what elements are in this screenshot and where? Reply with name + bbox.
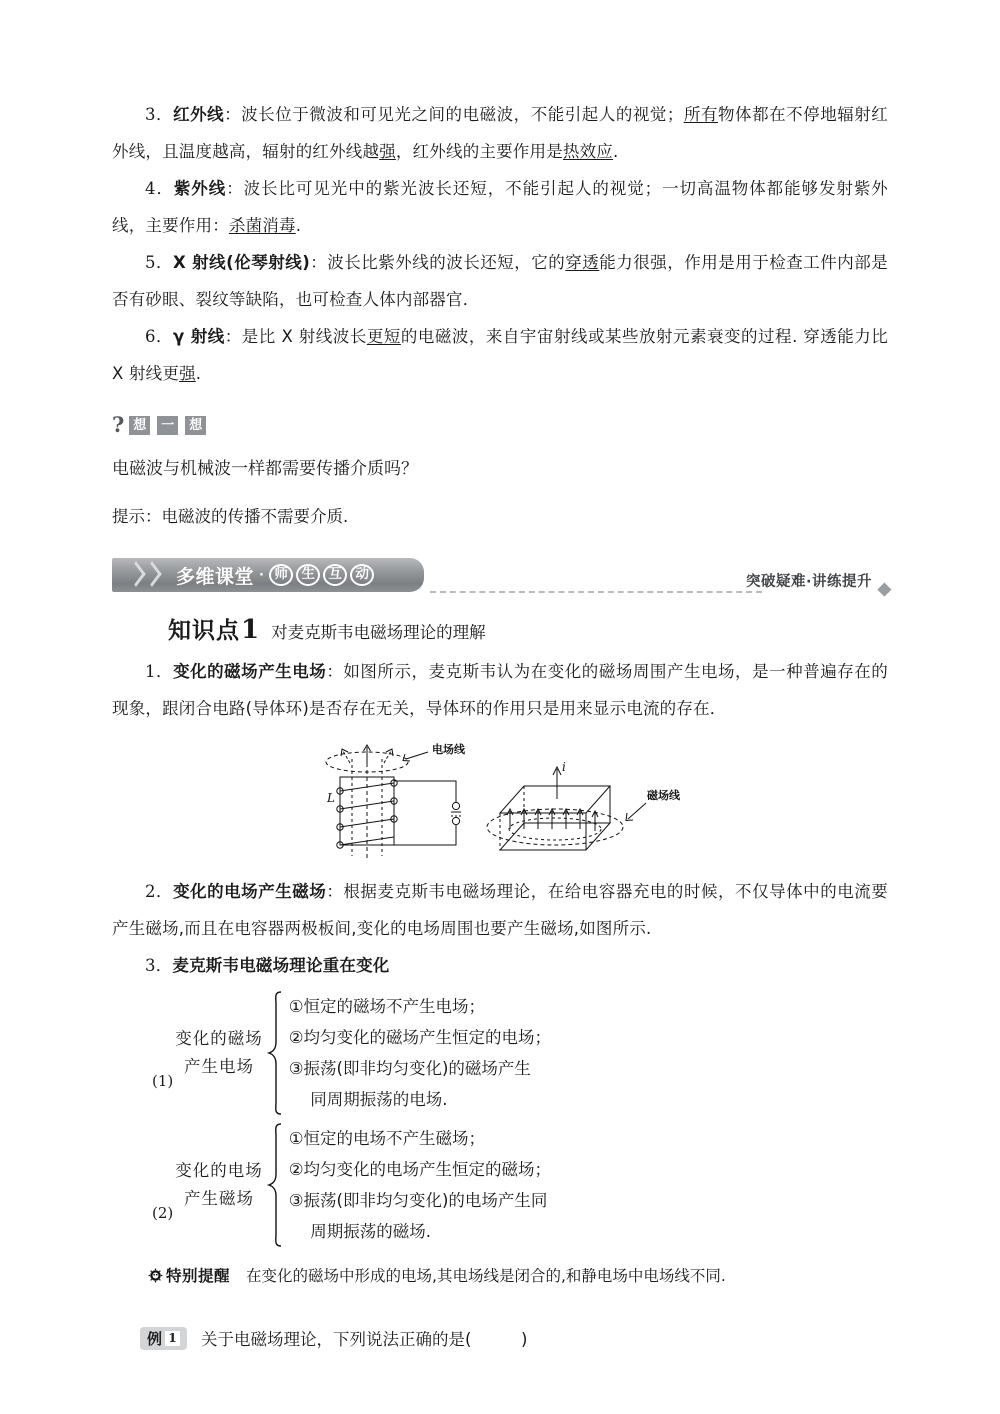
item-body-1: ：是比 X 射线波长	[224, 327, 367, 346]
diamond-icon	[877, 583, 891, 597]
paragraph-point-1: 1．变化的磁场产生电场：如图所示，麦克斯韦认为在变化的磁场周围产生电场，是一种普遍存在的现象，跟闭合电路(导体环)是否存在无关，导体环的作用只是用来显示电流的存在．	[112, 662, 888, 718]
brace-index: (2)	[152, 1204, 174, 1222]
brace-item: ②均匀变化的磁场产生恒定的电场；	[288, 1028, 552, 1047]
brace-item: ②均匀变化的电场产生恒定的磁场；	[288, 1160, 552, 1179]
think-box-3: 想	[185, 416, 206, 435]
banner-pill-3: 互	[323, 564, 347, 586]
point-title: 变化的磁场产生电场	[173, 662, 327, 681]
brace-label	[175, 1025, 263, 1081]
point-number: 3	[145, 956, 156, 975]
think-block	[112, 412, 888, 532]
item-underline-1: 杀菌消毒	[228, 216, 296, 235]
point-body: ：根据麦克斯韦电磁场理论，在给电容器充电的时候，不仅导体中的电流要产生磁场,而且在电容器两极板间,变化的电场周围也要产生磁场,如图所示.	[112, 882, 888, 938]
point-number: 2	[145, 882, 156, 901]
paragraph-ultraviolet: 4．紫外线：波长比可见光中的紫光波长还短，不能引起人的视觉；一切高温物体都能够发射紫外线，主要作用：杀菌消毒.	[112, 179, 888, 235]
double-chevron-icon	[122, 564, 168, 586]
brace-index: (1)	[152, 1072, 174, 1090]
brace-label-line-2: 产生磁场	[184, 1189, 254, 1208]
think-question: 电磁波与机械波一样都需要传播介质吗？	[112, 459, 418, 479]
figure-svg	[310, 741, 690, 863]
paragraph-infrared: 3．红外线：波长位于微波和可见光之间的电磁波，不能引起人的视觉；所有物体都在不停地辐射红外线，且温度越高，辐射的红外线越强，红外线的主要作用是热效应.	[112, 105, 888, 161]
brace-label-line-2: 产生电场	[184, 1057, 254, 1076]
brace-label	[175, 1157, 263, 1213]
brace-item: ①恒定的磁场不产生电场；	[288, 997, 486, 1016]
question-mark-icon: ?	[112, 411, 125, 437]
knowledge-point-label: 知识点	[168, 618, 240, 644]
banner-pill-4: 动	[350, 564, 374, 586]
knowledge-point-title: 对麦克斯韦电磁场理论的理解	[271, 623, 486, 642]
figure-label-i: i	[562, 760, 566, 774]
item-body-3: .	[195, 364, 202, 383]
point-title: 麦克斯韦电磁场理论重在变化	[172, 956, 390, 975]
think-header	[112, 412, 888, 438]
knowledge-point-header	[112, 612, 888, 645]
item-underline-2: 强	[179, 364, 196, 383]
example-badge-label: 例	[147, 1329, 163, 1348]
section-banner	[112, 558, 888, 598]
figure-label-L: L	[327, 791, 335, 805]
curly-brace-icon	[267, 1122, 283, 1248]
tip-text: 在变化的磁场中形成的电场,其电场线是闭合的,和静电场中电场线不同.	[246, 1267, 726, 1285]
brace-items	[289, 1123, 551, 1247]
figure-field-lines	[310, 741, 690, 863]
item-body-2: .	[295, 216, 302, 235]
brace-label-line-1: 变化的电场	[175, 1161, 263, 1180]
point-body: ：如图所示，麦克斯韦认为在变化的磁场周围产生电场，是一种普遍存在的现象，跟闭合电路(导体环)是否存在无关，导体环的作用只是用来显示电流的存在．	[112, 662, 888, 718]
example-text: 关于电磁场理论，下列说法正确的是( )	[201, 1330, 528, 1349]
item-body-1: ：波长比可见光中的紫光波长还短，不能引起人的视觉；一切高温物体都能够发射紫外线，主要作用：	[112, 179, 888, 235]
item-title: 红外线	[173, 105, 225, 124]
item-body-2: 物体都在不停地辐射红外线，且温度越高，辐射的红外线越	[112, 105, 888, 161]
brace-item: ③振荡(即非均匀变化)的电场产生同	[288, 1191, 548, 1210]
paragraph-xray: 5．X 射线(伦琴射线)：波长比紫外线的波长还短，它的穿透能力很强，作用是用于检查工件内部是否有砂眼、裂纹等缺陷，也可检查人体内部器官．	[112, 253, 889, 309]
paragraph-gamma: 6．γ 射线：是比 X 射线波长更短的电磁波，来自宇宙射线或某些放射元素衰变的过程. 穿透能力比 X 射线更强.	[112, 327, 888, 383]
banner-subtitle: 突破疑难·讲练提升	[745, 574, 872, 590]
paragraph-point-2: 2．变化的电场产生磁场：根据麦克斯韦电磁场理论，在给电容器充电的时候，不仅导体中的电流要产生磁场,而且在电容器两极板间,变化的电场周围也要产生磁场,如图所示.	[112, 882, 888, 938]
gear-icon	[148, 1268, 163, 1283]
banner-bar	[112, 558, 424, 592]
item-number: 5	[145, 253, 156, 272]
brace-item: 同周期振荡的电场.	[310, 1090, 448, 1109]
brace-label-line-1: 变化的磁场	[175, 1029, 263, 1048]
item-underline-2: 强	[379, 142, 396, 161]
item-body-4: .	[613, 142, 619, 161]
item-number: 4	[145, 179, 156, 198]
item-body-3: ，红外线的主要作用是	[395, 142, 563, 161]
example-badge-number: 1	[165, 1331, 180, 1346]
item-body-1: ：波长位于微波和可见光之间的电磁波，不能引起人的视觉；	[224, 105, 684, 124]
item-number: 6	[145, 327, 156, 346]
brace-item: ①恒定的电场不产生磁场；	[288, 1129, 486, 1148]
item-underline-1: 所有	[683, 105, 719, 124]
item-body-1: ：波长比紫外线的波长还短，它的	[309, 253, 566, 272]
item-title: γ 射线	[173, 327, 225, 346]
banner-pill-2: 生	[296, 564, 320, 586]
item-underline-1: 更短	[366, 327, 401, 346]
banner-right-group	[746, 575, 888, 596]
item-title: 紫外线	[173, 179, 227, 198]
brace-item: ③振荡(即非均匀变化)的磁场产生	[288, 1059, 531, 1078]
tip-label: 特别提醒	[166, 1267, 231, 1285]
think-box-2: 一	[157, 416, 178, 435]
point-number: 1	[145, 662, 156, 681]
curly-brace-icon	[267, 990, 283, 1116]
special-tip	[112, 1264, 888, 1286]
banner-title-main: 多维课堂	[176, 565, 255, 588]
banner-pill-1: 师	[269, 564, 293, 586]
example-badge	[140, 1327, 187, 1350]
banner-dashed-line	[430, 591, 762, 593]
example-block	[112, 1326, 888, 1350]
item-body-2: 能力很强，作用是用于检查工件内部是否有砂眼、裂纹等缺陷，也可检查人体内部器官．	[112, 253, 889, 309]
item-body-2: 的电磁波，来自宇宙射线或某些放射元素衰变的过程. 穿透能力比 X 射线更	[112, 327, 888, 383]
paragraph-point-3: 3．麦克斯韦电磁场理论重在变化	[145, 956, 390, 975]
figure-label-bfield: 磁场线	[647, 789, 680, 802]
knowledge-point-number: 1	[241, 615, 260, 645]
item-title: X 射线(伦琴射线)	[173, 253, 310, 272]
think-box-1: 想	[129, 416, 150, 435]
item-underline-1: 穿透	[565, 253, 600, 272]
item-underline-3: 热效应	[562, 142, 614, 161]
brace-block-1	[112, 990, 888, 1116]
brace-items	[289, 991, 551, 1115]
figure-label-efield: 电场线	[432, 743, 465, 756]
think-answer: 提示：电磁波的传播不需要介质.	[112, 507, 349, 526]
banner-separator: ·	[259, 567, 265, 583]
brace-item: 周期振荡的磁场.	[310, 1222, 431, 1241]
point-title: 变化的电场产生磁场	[173, 882, 327, 901]
banner-title	[176, 562, 374, 589]
item-number: 3	[145, 105, 156, 124]
brace-block-2	[112, 1122, 888, 1248]
